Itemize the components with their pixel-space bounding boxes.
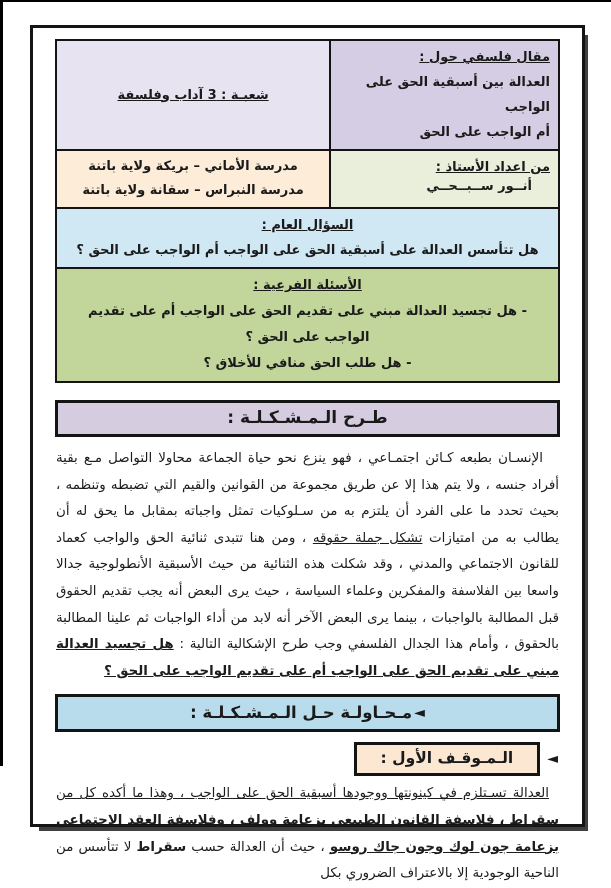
paragraph-run: ، حيث أن العدالة حسب: [186, 839, 330, 855]
solve-problem-title: مـحـاولـة حـل الـمـشـكـلـة :: [190, 703, 413, 723]
first-position-row: [57, 742, 558, 776]
pose-problem-paragraph: [56, 446, 559, 685]
paragraph-run-underlined: العدالة تسـتلزم في كينونتها ووجودها أسبقية الحق على الواجب ، وهذا ما أكده كل من: [56, 786, 549, 802]
teacher-cell: [330, 150, 559, 208]
sub-questions-row: [56, 268, 559, 382]
problem-statement: هل تجسيد العدالة مبني على تقديم الحق على الواجب أم على تقديم الواجب على الحق ؟: [56, 637, 559, 679]
scan-edge-top: [0, 0, 611, 2]
paragraph-run: ، ومن هنا تتبدى ثنائية الحق والواجب كعماد للقانون الاجتماعي والمدني ، وقد شكلت هذه الثنائية من حيث الأسبقية الأنطولوجية جدالا واسعا بين الفلاسفة والمفكرين وعلماء السياسة ، حيث يرى البعض أنه يجب تقديم الحقوق قبل المطالبة بالواجبات ، بينما يرى البعض الآخر أنه لابد من أداء الواجبات ثم علينا المطالبة بالحقوق ، وأمام هذا الجدال الفلسفي وجب طرح الإشكالية التالية :: [56, 530, 559, 653]
sub-question-1: - هل تجسيد العدالة مبني على تقديم الحق على الواجب أم على تقديم الواجب على الحق ؟: [88, 304, 527, 345]
essay-label: مقال فلسفي حول :: [419, 50, 550, 65]
paragraph-run-bold: سقراط: [136, 839, 187, 855]
triangle-bullet-icon: ◄: [547, 751, 558, 768]
sub-questions-label: الأسئلة الفرعية :: [253, 278, 362, 293]
paragraph-run: لا تتأسس من الناحية الوجودية إلا بالاعتراف الضروري بكل: [56, 839, 559, 882]
scan-edge-left: [0, 0, 3, 766]
sub-questions-cell: [56, 268, 559, 382]
pose-problem-heading: [55, 400, 560, 437]
general-question-cell: [56, 208, 559, 268]
first-position-heading: [354, 742, 541, 776]
header-row-2: [56, 150, 559, 208]
essay-title-line1: العدالة بين أسبقية الحق على الواجب: [365, 75, 550, 115]
class-label: شعبـة : 3 آداب وفلسفة: [117, 87, 269, 103]
general-question-row: [56, 208, 559, 268]
teacher-name: أنــور ســبــحــي: [426, 178, 532, 194]
general-question-text: هل تتأسس العدالة على أسبقية الحق على الواجب أم الواجب على الحق ؟: [76, 243, 539, 258]
first-position-paragraph: [56, 781, 559, 887]
school-cell: [56, 150, 330, 208]
header-table: [55, 39, 560, 383]
class-cell: [56, 40, 330, 150]
essay-cell: [330, 40, 559, 150]
solve-problem-heading: [55, 694, 560, 732]
page-frame: [30, 25, 585, 882]
paragraph-run-underlined: تشكل جملة حقوقه: [312, 530, 423, 546]
essay-title-line2: أم الواجب على الحق: [419, 125, 550, 140]
first-position-title: الـمـوقـف الأول :: [380, 749, 514, 768]
teacher-label: من اعداد الأستاذ :: [435, 159, 550, 175]
paragraph-run: الإنسـان بطبعه كـائن اجتمـاعي ، فهو ينزع نحو حياة الجماعة محاولا التواصل مـع بقية أفراد جنسه ، ولا يتم هذا إلا عن طريق مجموعة من القوانين والقيم التي تضبطه وتنظمه ، بحيث تحدد ما على الفرد أن يلتزم به من سـلوكيات تمثل واجباته بمقابل ما يحق له أن يطالب به من امتيازات: [56, 451, 560, 546]
header-row-1: [56, 40, 559, 150]
general-question-label: السؤال العام :: [261, 218, 354, 233]
sub-question-2: - هل طلب الحق منافي للأخلاق ؟: [203, 356, 412, 371]
triangle-bullet-icon: ◄: [414, 705, 425, 722]
school-line2: مدرسة النبراس – سقانة ولاية باتنة: [82, 183, 304, 198]
school-line1: مدرسة الأماني – بريكة ولاية باتنة: [88, 159, 298, 174]
paragraph-run-bold-underlined: سقراط ، فلاسفة القانون الطبيعي بزعامة وولف ، وفلاسفة العقد الاجتماعي بزعامة جون لوك وجون جاك روسو: [56, 812, 559, 855]
pose-problem-title: طـرح الـمـشـكـلـة :: [227, 408, 388, 428]
